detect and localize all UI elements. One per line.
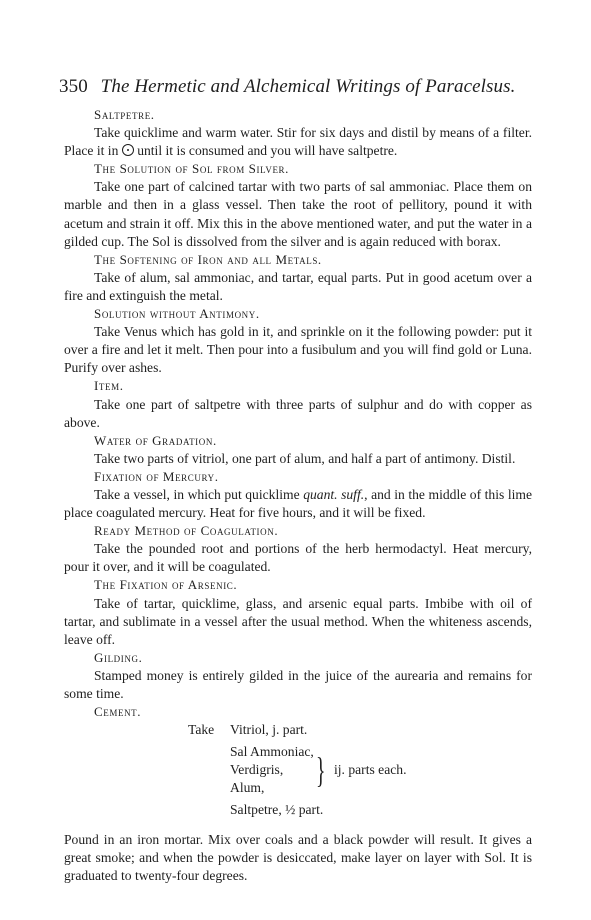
section-heading: The Solution of Sol from Silver. bbox=[94, 161, 289, 177]
section-heading: Item. bbox=[94, 378, 124, 394]
latin-term: quant. suff. bbox=[303, 486, 365, 502]
paragraph: Take one part of calcined tartar with two parts of sal ammoniac. Place them on marble and then in a glass vessel. Then take the root of pellitory, pound it with acetum and strain it off. Mix this in the above mentioned water, and put the water in a gilded cup. The Sol is dissolved from the silver and is again reduced with borax. bbox=[64, 179, 532, 249]
paragraph: Take quicklime and warm water. Stir for six days and distil by means of a filter. Place it in until it is consumed and you will have saltpetre. bbox=[64, 125, 532, 159]
paragraph: Take of tartar, quicklime, glass, and arsenic equal parts. Imbibe with oil of tartar, and sublimate in a vessel after the usual method. When the whiteness ascends, leave off. bbox=[64, 595, 532, 647]
recipe-each: ij. parts each. bbox=[334, 762, 407, 778]
cement-recipe bbox=[64, 721, 532, 831]
section-heading: The Fixation of Arsenic. bbox=[94, 577, 238, 593]
section-heading: Ready Method of Coagulation. bbox=[94, 523, 279, 539]
section-heading: Solution without Antimony. bbox=[94, 306, 260, 322]
recipe-take: Take bbox=[188, 722, 215, 738]
page-body bbox=[64, 106, 532, 885]
running-title: The Hermetic and Alchemical Writings of Paracelsus. bbox=[100, 76, 516, 97]
recipe-item: Alum, bbox=[230, 780, 265, 796]
recipe-item: Vitriol, j. part. bbox=[230, 722, 308, 738]
paragraph: Take of alum, sal ammoniac, and tartar, equal parts. Put in good acetum over a fire and extinguish the metal. bbox=[64, 269, 532, 303]
paragraph: Take the pounded root and portions of the herb hermodactyl. Heat mercury, pour it over, and it will be coagulated. bbox=[64, 541, 532, 575]
paragraph: Pound in an iron mortar. Mix over coals and a black powder will result. It gives a great smoke; and when the powder is desiccated, make layer on layer with Sol. It is graduated to twenty-four degrees. bbox=[64, 832, 532, 884]
section-heading: Gilding. bbox=[94, 649, 143, 665]
section-heading: Cement. bbox=[94, 704, 142, 720]
paragraph: Take two parts of vitriol, one part of alum, and half a part of antimony. Distil. bbox=[94, 450, 516, 466]
section-heading: The Softening of Iron and all Metals. bbox=[94, 251, 322, 267]
paragraph: Take one part of saltpetre with three parts of sulphur and do with copper as above. bbox=[64, 396, 532, 430]
paragraph: Stamped money is entirely gilded in the juice of the aurearia and remains for some time. bbox=[64, 667, 532, 701]
brace-icon: } bbox=[316, 750, 326, 791]
page-header bbox=[59, 76, 539, 98]
section-heading: Fixation of Mercury. bbox=[94, 468, 219, 484]
recipe-item: Saltpetre, ½ part. bbox=[230, 802, 324, 818]
paragraph: Take Venus which has gold in it, and sprinkle on it the following powder: put it over a fire and let it melt. Then pour into a fusibulum and you will find gold or Luna. Purify over ashes. bbox=[64, 324, 532, 376]
page-number: 350 bbox=[59, 76, 88, 97]
recipe-item: Sal Ammoniac, bbox=[230, 744, 314, 760]
section-heading: Saltpetre. bbox=[94, 107, 155, 122]
recipe-item: Verdigris, bbox=[230, 762, 284, 778]
paragraph: Take a vessel, in which put quicklime quant. suff., and in the middle of this lime place coagulated mercury. Heat for five hours, and it will be fixed. bbox=[64, 486, 532, 521]
sun-symbol-icon bbox=[122, 144, 134, 156]
section-heading: Water of Gradation. bbox=[94, 432, 217, 448]
